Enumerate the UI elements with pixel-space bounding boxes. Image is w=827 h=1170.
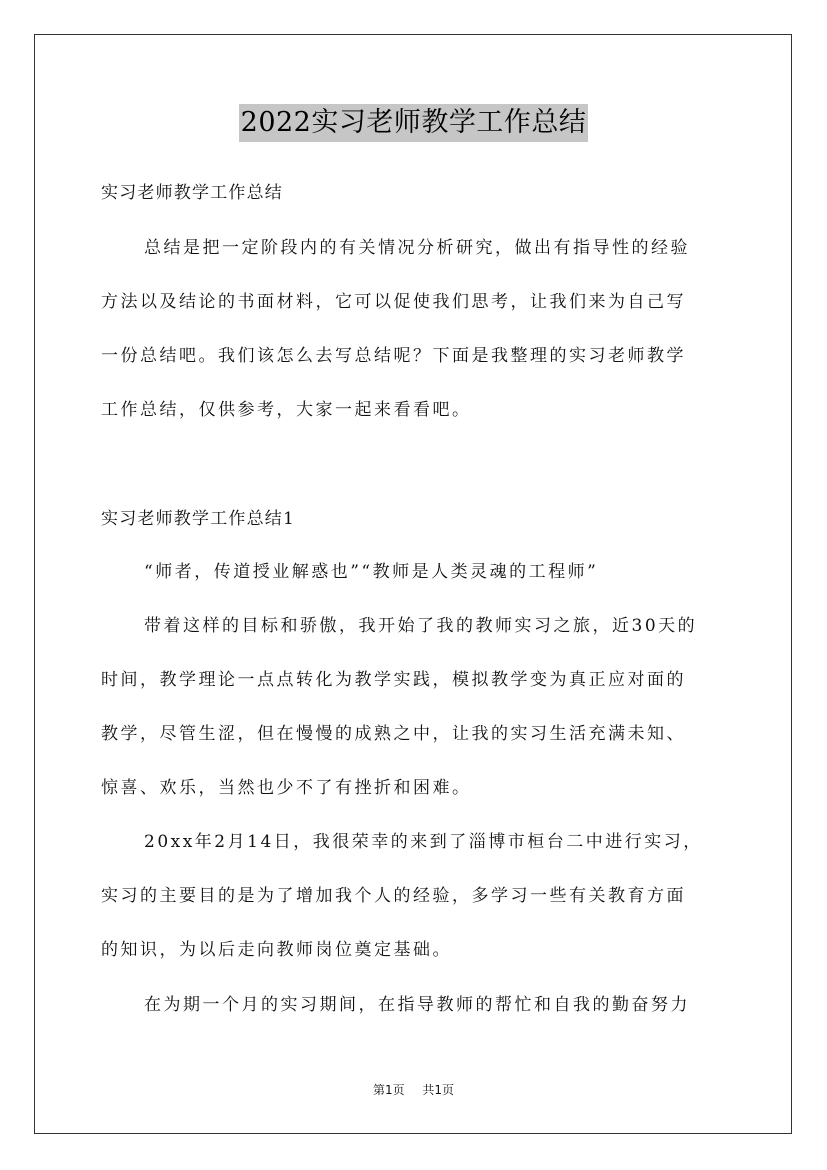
paragraph-line: 惊喜、欢乐，当然也少不了有挫折和困难。 <box>101 778 472 798</box>
page-footer <box>0 1082 827 1098</box>
paragraph-line: 的知识，为以后走向教师岗位奠定基础。 <box>101 940 452 960</box>
paragraph-line: 带着这样的目标和骄傲，我开始了我的教师实习之旅，近30天的 <box>144 616 698 636</box>
page-number: 第1页 <box>373 1083 405 1097</box>
paragraph-line: 实习的主要目的是为了增加我个人的经验，多学习一些有关教育方面 <box>101 886 686 906</box>
paragraph-line: 时间，教学理论一点点转化为教学实践，模拟教学变为真正应对面的 <box>101 670 686 690</box>
paragraph-line: 方法以及结论的书面材料，它可以促使我们思考，让我们来为自己写 <box>101 292 686 312</box>
title-area <box>0 104 827 142</box>
paragraph-line: 工作总结，仅供参考，大家一起来看看吧。 <box>101 400 472 420</box>
quote-line: “师者，传道授业解惑也”“教师是人类灵魂的工程师” <box>144 562 599 582</box>
section-heading: 实习老师教学工作总结 <box>101 183 283 203</box>
paragraph-line: 总结是把一定阶段内的有关情况分析研究，做出有指导性的经验 <box>144 238 690 258</box>
paragraph-line: 一份总结吧。我们该怎么去写总结呢？下面是我整理的实习老师教学 <box>101 346 686 366</box>
document-title: 2022实习老师教学工作总结 <box>239 104 589 142</box>
page-total: 共1页 <box>422 1083 454 1097</box>
paragraph-line: 20xx年2月14日，我很荣幸的来到了淄博市桓台二中进行实习， <box>144 832 703 852</box>
paragraph-line: 在为期一个月的实习期间，在指导教师的帮忙和自我的勤奋努力 <box>144 995 690 1015</box>
section-heading: 实习老师教学工作总结1 <box>101 509 296 529</box>
paragraph-line: 教学，尽管生涩，但在慢慢的成熟之中，让我的实习生活充满未知、 <box>101 724 686 744</box>
